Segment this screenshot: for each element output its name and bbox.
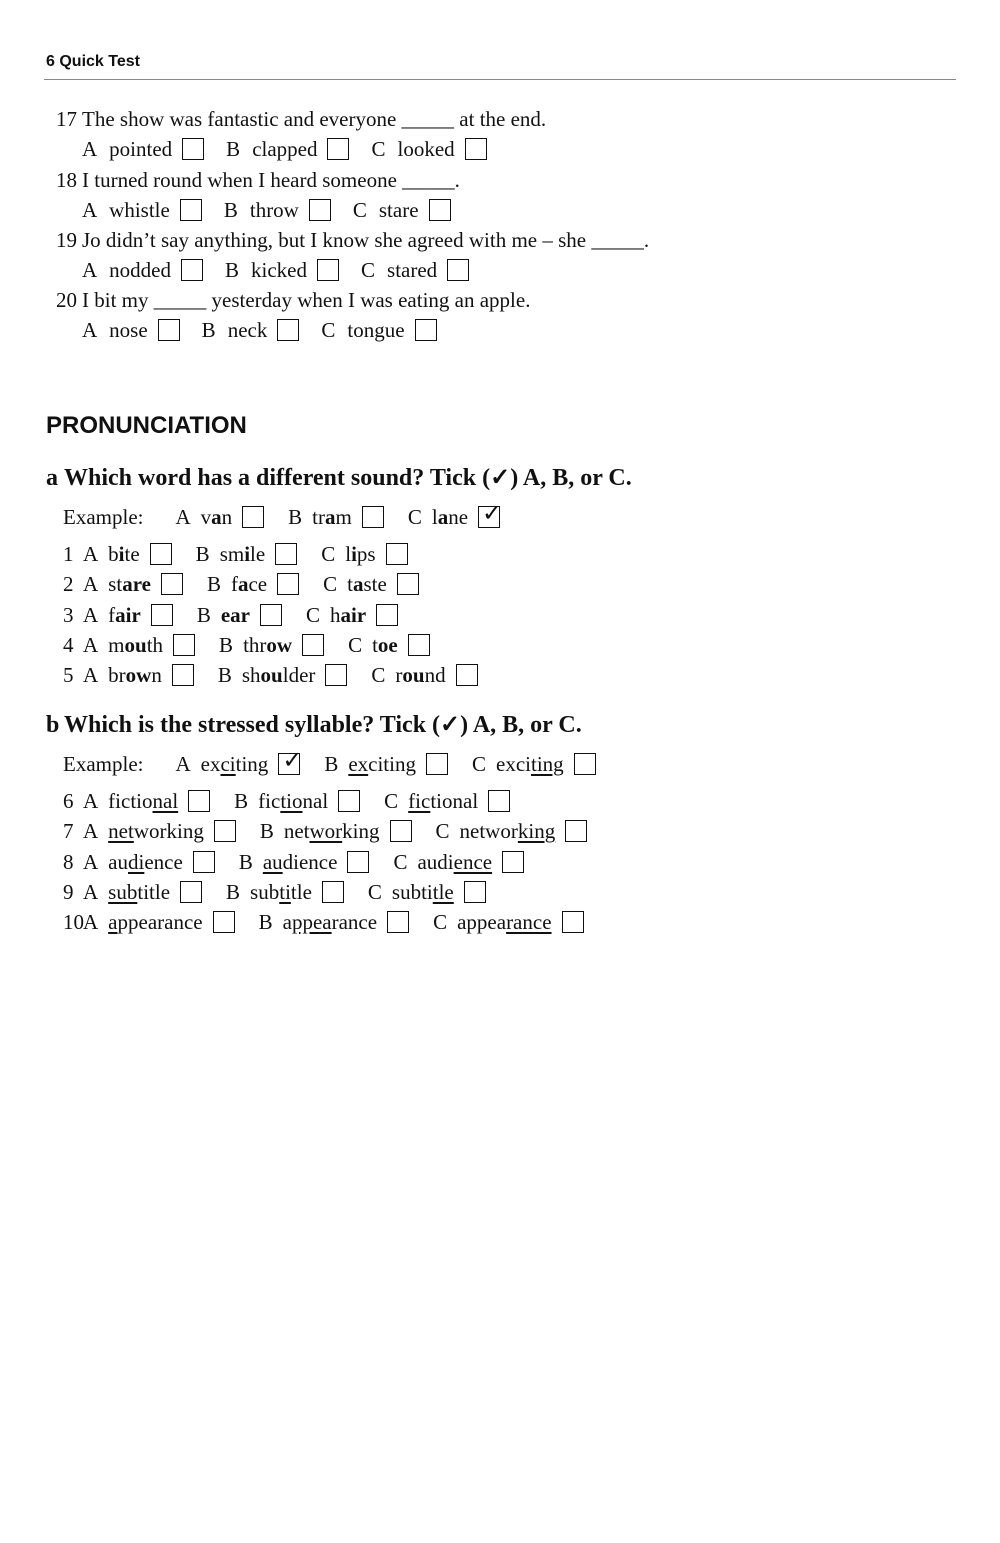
option-a	[83, 603, 173, 627]
option-a	[83, 910, 235, 934]
item-number: 4	[63, 632, 74, 657]
option-word: audience	[417, 849, 493, 874]
checkbox[interactable]	[338, 790, 360, 812]
option-b	[218, 663, 348, 687]
question-number: 20	[56, 288, 77, 312]
checkbox[interactable]	[260, 604, 282, 626]
checkbox[interactable]	[386, 543, 408, 565]
option-letter: C	[393, 849, 408, 874]
option-word: fictional	[408, 789, 479, 813]
option-letter: A	[83, 663, 99, 688]
checked-checkbox[interactable]	[278, 753, 300, 775]
checkbox[interactable]	[574, 753, 596, 775]
question-stem: I turned round when I heard someone _____.	[82, 168, 460, 192]
checkbox[interactable]	[242, 506, 264, 528]
checkbox[interactable]	[376, 604, 398, 626]
checkbox[interactable]	[309, 199, 331, 221]
option-word: audience	[262, 849, 338, 874]
option-b	[260, 819, 412, 843]
option-word: exciting	[200, 752, 269, 776]
option-b	[259, 910, 409, 934]
option-word: networking	[108, 819, 204, 844]
checkbox[interactable]	[347, 851, 369, 873]
option-letter: C	[321, 542, 336, 566]
option-word: fictional	[258, 789, 329, 813]
option-letter: A	[175, 505, 191, 529]
item-row	[63, 819, 611, 843]
question-17-options	[82, 137, 509, 161]
option-letter: C	[471, 752, 486, 776]
option-word: subtitle	[108, 879, 171, 904]
option-a	[175, 752, 300, 776]
item-row	[63, 633, 454, 657]
option-c: C looked	[371, 137, 486, 161]
checkbox[interactable]	[325, 664, 347, 686]
option-b: B kicked	[225, 258, 339, 282]
option-c	[323, 572, 419, 596]
option-letter: A	[83, 910, 99, 935]
checkbox[interactable]	[408, 634, 430, 656]
question-20-options	[82, 318, 459, 342]
checkbox[interactable]	[465, 138, 487, 160]
option-word: bite	[108, 542, 140, 566]
question-stem: The show was fantastic and everyone _____ at the end.	[82, 107, 547, 131]
option-word: toe	[372, 632, 398, 657]
option-b: B neck	[202, 318, 300, 342]
checkbox[interactable]	[161, 573, 183, 595]
item-number: 8	[63, 849, 74, 874]
checkbox[interactable]	[180, 881, 202, 903]
example-row	[63, 752, 620, 776]
question-stem: Jo didn’t say anything, but I know she agreed with me – she _____.	[82, 228, 650, 252]
item-row	[63, 910, 608, 934]
checkbox[interactable]	[415, 319, 437, 341]
option-word: networking	[459, 819, 556, 844]
checkbox[interactable]	[429, 199, 451, 221]
checkbox[interactable]	[390, 820, 412, 842]
option-word: appearance	[282, 910, 378, 935]
option-letter: B	[234, 789, 249, 813]
example-label: Example:	[63, 752, 144, 776]
item-row	[63, 572, 443, 596]
option-word: round	[395, 663, 446, 688]
checkbox[interactable]	[397, 573, 419, 595]
option-letter: A	[83, 849, 99, 874]
item-row	[63, 603, 422, 627]
example-row	[63, 505, 524, 529]
option-letter: B	[196, 602, 211, 627]
option-word: ear	[220, 602, 250, 627]
option-a	[83, 542, 172, 566]
option-word: subtitle	[250, 879, 312, 904]
option-letter: B	[217, 663, 232, 688]
option-c	[433, 910, 583, 934]
option-letter: B	[238, 849, 253, 874]
checkbox[interactable]	[182, 138, 204, 160]
checkbox[interactable]	[275, 543, 297, 565]
option-b	[226, 880, 344, 904]
option-letter: B	[288, 505, 303, 529]
option-word: tram	[312, 505, 352, 529]
checkbox[interactable]	[322, 881, 344, 903]
option-letter: A	[83, 879, 99, 904]
option-a	[83, 572, 183, 596]
item-row	[63, 663, 502, 687]
item-row	[63, 880, 510, 904]
option-c	[321, 542, 407, 566]
item-number: 7	[63, 819, 74, 844]
option-b	[324, 752, 448, 776]
checkbox[interactable]	[181, 259, 203, 281]
option-b	[207, 572, 299, 596]
option-word: throw	[243, 632, 293, 657]
checkbox[interactable]	[180, 199, 202, 221]
option-a	[83, 789, 210, 813]
option-b	[197, 603, 282, 627]
question-18	[56, 168, 460, 192]
option-a: A nodded	[82, 258, 203, 282]
option-b	[239, 850, 370, 874]
option-c	[472, 752, 596, 776]
option-letter: B	[226, 879, 241, 904]
question-number: 18	[56, 168, 77, 192]
question-stem: I bit my _____ yesterday when I was eating an apple.	[82, 288, 531, 312]
option-letter: B	[259, 819, 274, 844]
checkbox[interactable]	[214, 820, 236, 842]
checkbox[interactable]	[213, 911, 235, 933]
option-letter: C	[435, 819, 450, 844]
option-letter: B	[206, 572, 221, 597]
option-c: C tongue	[321, 318, 436, 342]
option-c	[371, 663, 477, 687]
option-c	[436, 819, 588, 843]
checkbox[interactable]	[277, 573, 299, 595]
option-word: audience	[108, 849, 183, 874]
question-number: 17	[56, 107, 77, 131]
item-row	[63, 850, 548, 874]
option-b	[288, 505, 384, 529]
checkbox[interactable]	[173, 634, 195, 656]
question-20	[56, 288, 530, 312]
option-letter: C	[371, 663, 386, 688]
item-number: 2	[63, 572, 74, 597]
option-letter: B	[195, 542, 210, 566]
question-19-options	[82, 258, 491, 282]
option-letter: A	[175, 752, 191, 776]
option-b	[219, 633, 324, 657]
option-letter: A	[83, 572, 99, 597]
option-a	[83, 819, 236, 843]
example-label: Example:	[63, 505, 144, 529]
checkbox[interactable]	[387, 911, 409, 933]
checkbox[interactable]	[150, 543, 172, 565]
option-letter: A	[83, 789, 99, 813]
option-c: C stare	[353, 198, 451, 222]
checkbox[interactable]	[188, 790, 210, 812]
question-19	[56, 228, 649, 252]
part-a-instruction: a Which word has a different sound? Tick (✓) A, B, or C.	[46, 465, 632, 491]
option-word: mouth	[108, 632, 164, 657]
option-letter: C	[306, 602, 321, 627]
option-letter: A	[83, 632, 99, 657]
option-word: shoulder	[241, 663, 316, 688]
option-c: C stared	[361, 258, 469, 282]
option-b: B clapped	[226, 137, 349, 161]
option-word: subtitle	[391, 879, 454, 904]
checked-checkbox[interactable]	[478, 506, 500, 528]
option-letter: A	[83, 819, 99, 844]
question-17	[56, 107, 546, 131]
option-word: appearance	[457, 910, 552, 935]
option-letter: B	[258, 910, 273, 935]
question-number: 19	[56, 228, 77, 252]
option-letter: C	[367, 879, 382, 904]
option-letter: C	[407, 505, 422, 529]
checkbox[interactable]	[562, 911, 584, 933]
option-c	[306, 603, 398, 627]
option-letter: C	[323, 572, 338, 597]
checkbox[interactable]	[362, 506, 384, 528]
option-letter: B	[219, 632, 234, 657]
item-number: 6	[63, 789, 74, 813]
checkbox[interactable]	[502, 851, 524, 873]
checkbox[interactable]	[193, 851, 215, 873]
checkbox[interactable]	[327, 138, 349, 160]
option-word: fair	[108, 602, 141, 627]
option-c	[348, 633, 430, 657]
checkbox[interactable]	[447, 259, 469, 281]
option-c	[384, 789, 510, 813]
option-letter: B	[324, 752, 339, 776]
option-a: A nose	[82, 318, 180, 342]
page-header: 6 Quick Test	[46, 53, 140, 70]
option-word: stare	[108, 572, 151, 597]
option-letter: C	[348, 632, 363, 657]
option-word: lane	[431, 505, 469, 529]
item-number: 5	[63, 663, 74, 688]
option-word: hair	[330, 602, 367, 627]
checkbox[interactable]	[172, 664, 194, 686]
option-b: B throw	[224, 198, 331, 222]
checkbox[interactable]	[317, 259, 339, 281]
item-number: 9	[63, 879, 74, 904]
option-a	[83, 633, 195, 657]
option-letter: A	[83, 602, 99, 627]
checkbox[interactable]	[456, 664, 478, 686]
checkbox[interactable]	[151, 604, 173, 626]
option-word: exciting	[496, 752, 564, 776]
option-c	[408, 505, 500, 529]
option-b	[196, 542, 298, 566]
option-a	[175, 505, 264, 529]
option-word: van	[200, 505, 233, 529]
option-word: fictional	[108, 789, 179, 813]
option-a: A whistle	[82, 198, 202, 222]
option-word: appearance	[108, 910, 203, 935]
option-word: brown	[108, 663, 162, 688]
item-number: 1	[63, 542, 74, 566]
option-word: networking	[283, 819, 380, 844]
question-18-options	[82, 198, 473, 222]
checkbox[interactable]	[464, 881, 486, 903]
option-b	[234, 789, 360, 813]
item-row	[63, 789, 534, 813]
option-a	[83, 880, 202, 904]
option-a	[83, 663, 194, 687]
option-word: taste	[347, 572, 387, 597]
checkbox[interactable]	[565, 820, 587, 842]
checkbox[interactable]	[158, 319, 180, 341]
item-number: 10	[63, 910, 84, 935]
option-letter: C	[384, 789, 399, 813]
option-a	[83, 850, 215, 874]
option-a: A pointed	[82, 137, 204, 161]
item-number: 3	[63, 602, 74, 627]
part-b-instruction: b Which is the stressed syllable? Tick (✓) A, B, or C.	[46, 712, 582, 738]
checkbox[interactable]	[488, 790, 510, 812]
option-letter: C	[433, 910, 448, 935]
checkbox[interactable]	[277, 319, 299, 341]
option-word: face	[230, 572, 268, 597]
header-divider	[44, 79, 956, 80]
option-c	[393, 850, 524, 874]
option-c	[368, 880, 486, 904]
checkbox[interactable]	[426, 753, 448, 775]
option-letter: A	[83, 542, 99, 566]
section-title: PRONUNCIATION	[46, 412, 247, 439]
option-word: lips	[345, 542, 376, 566]
option-word: smile	[219, 542, 266, 566]
item-row	[63, 542, 432, 566]
option-word: exciting	[348, 752, 416, 776]
checkbox[interactable]	[302, 634, 324, 656]
